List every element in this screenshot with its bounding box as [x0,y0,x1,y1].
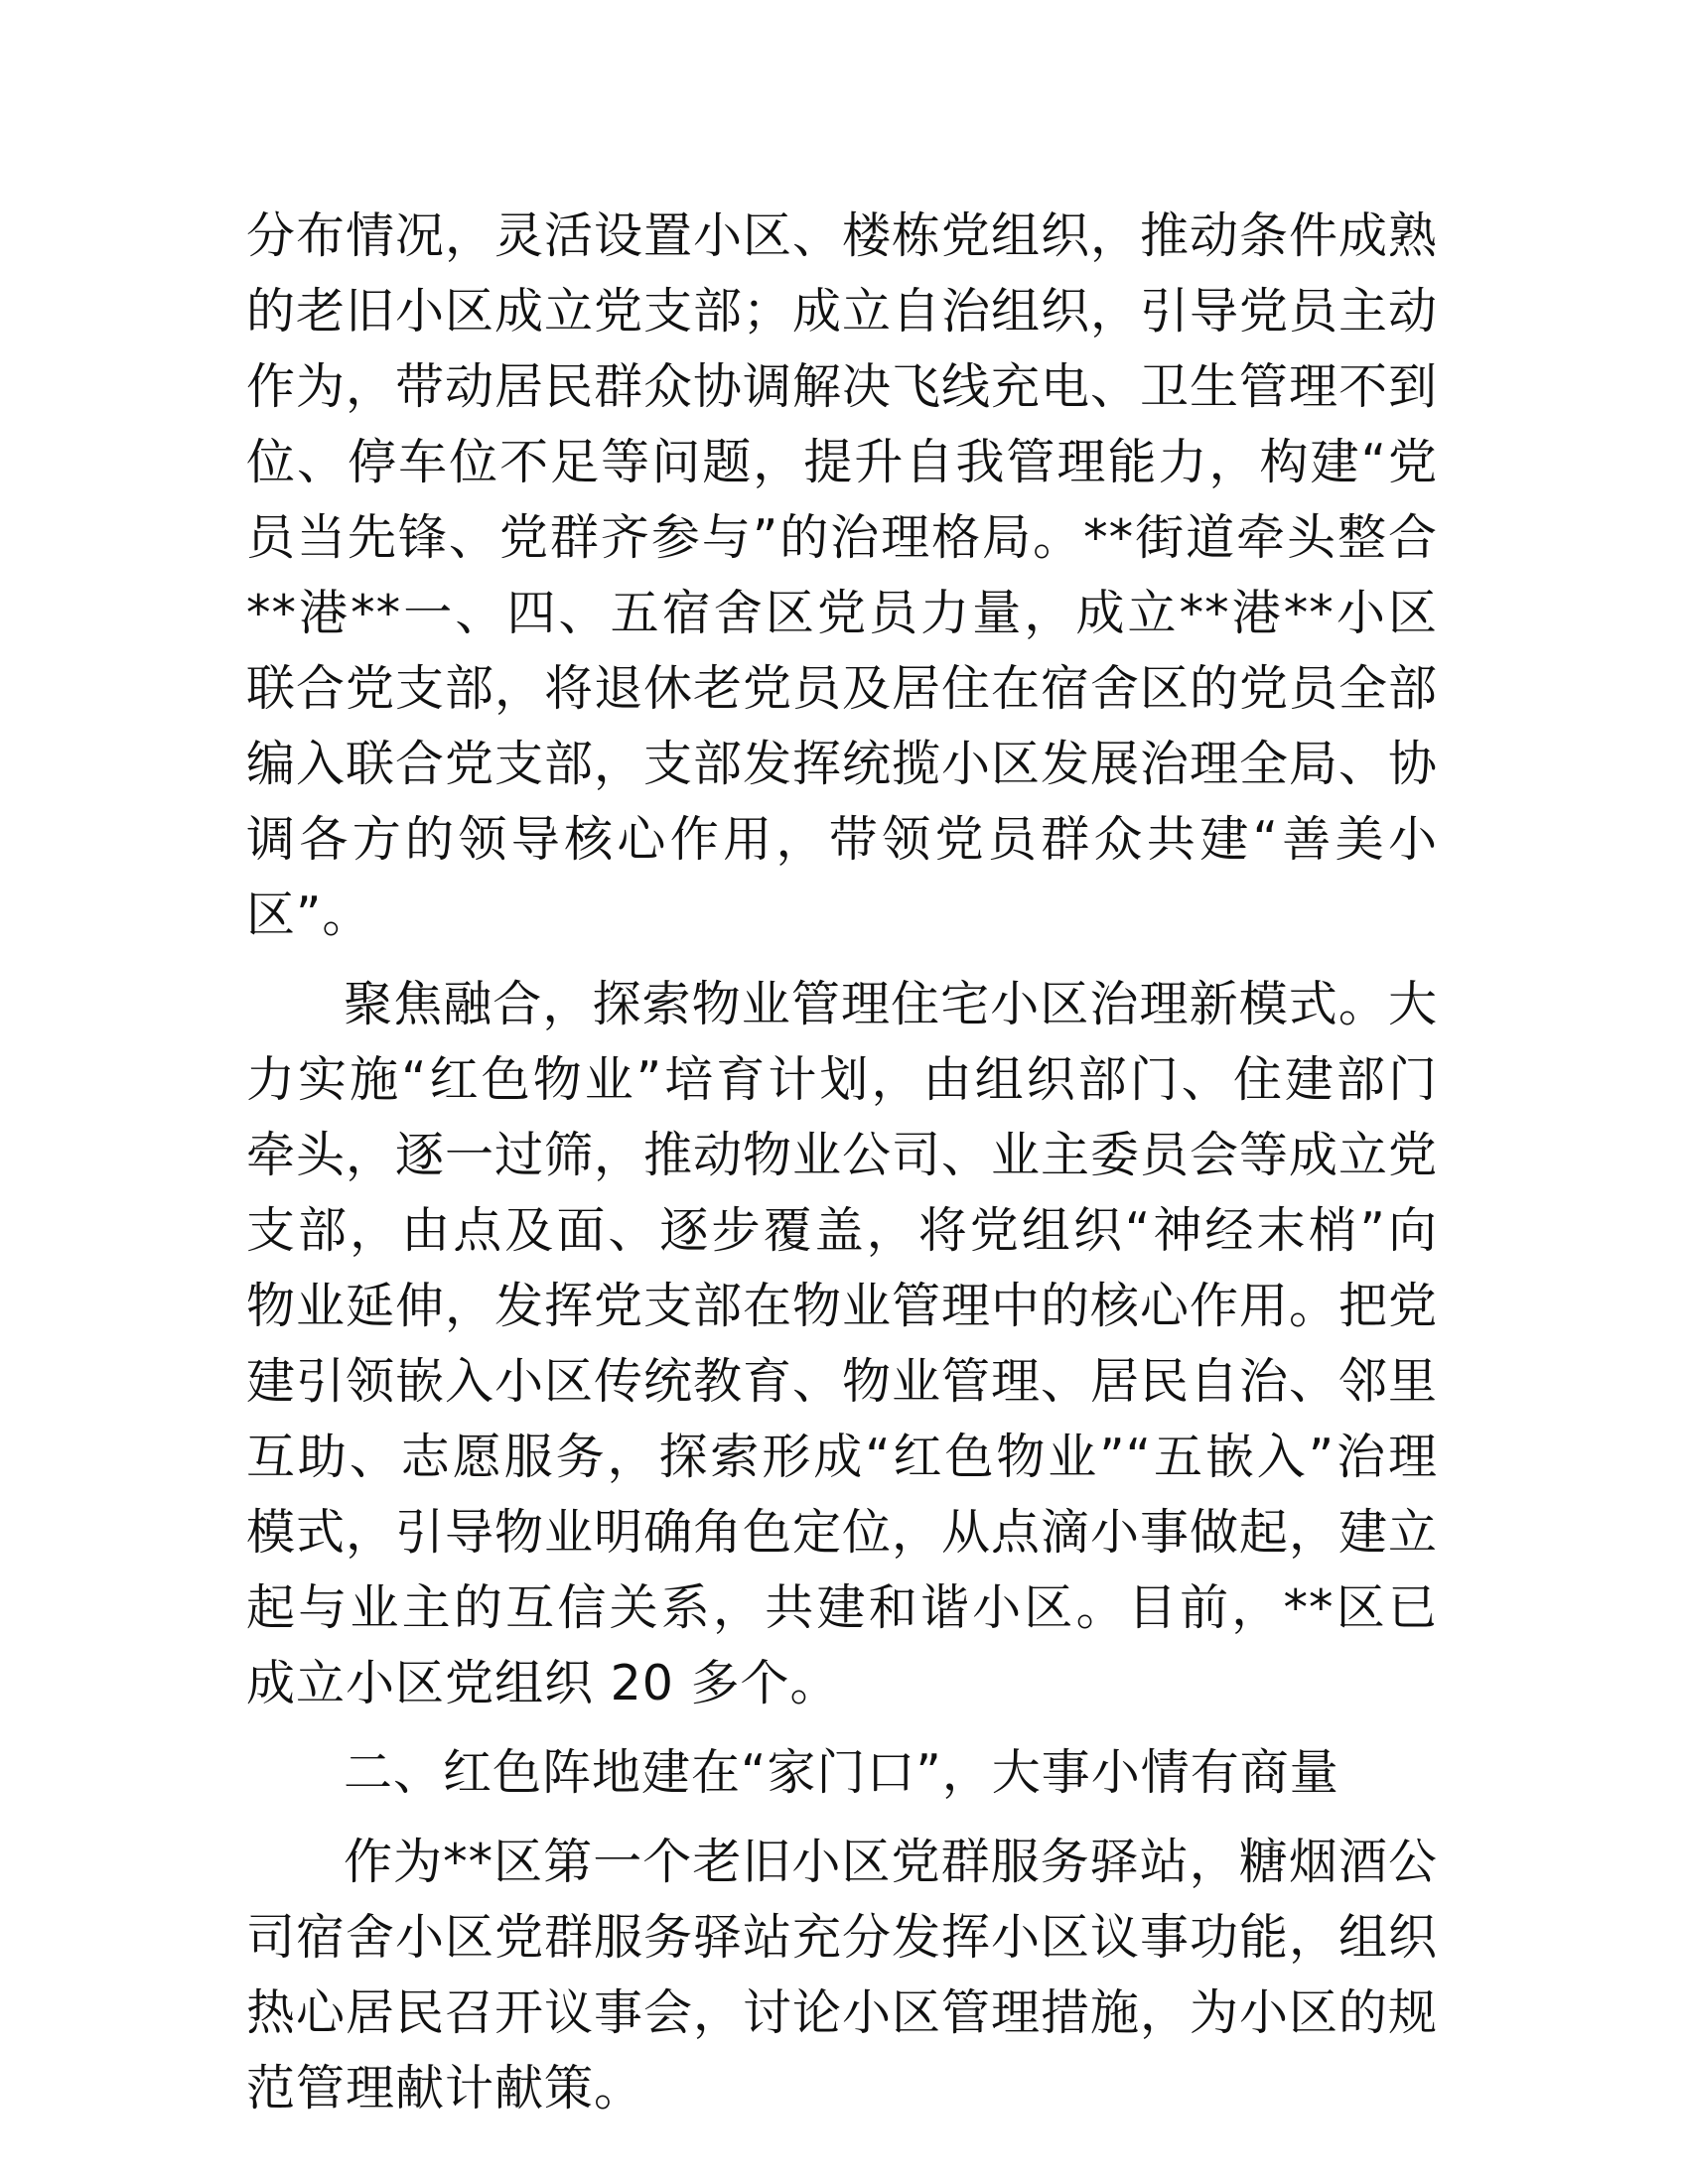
paragraph-2: 聚焦融合，探索物业管理住宅小区治理新模式。大力实施“红色物业”培育计划，由组织部门、住建部门牵头，逐一过筛，推动物业公司、业主委员会等成立党支部，由点及面、逐步覆盖，将党组织“神经末梢”向物业延伸，发挥党支部在物业管理中的核心作用。把党建引领嵌入小区传统教育、物业管理、居民自治、邻里互助、志愿服务，探索形成“红色物业”“五嵌入”治理模式，引导物业明确角色定位，从点滴小事做起，建立起与业主的互信关系，共建和谐小区。目前，**区已成立小区党组织 20 多个。 [246,976,1439,1711]
paragraph-1: 分布情况，灵活设置小区、楼栋党组织，推动条件成熟的老旧小区成立党支部；成立自治组织，引导党员主动作为，带动居民群众协调解决飞线充电、卫生管理不到位、停车位不足等问题，提升自我管理能力，构建“党员当先锋、党群齐参与”的治理格局。**街道牵头整合**港**一、四、五宿舍区党员力量，成立**港**小区联合党支部，将退休老党员及居住在宿舍区的党员全部编入联合党支部，支部发挥统揽小区发展治理全局、协调各方的领导核心作用，带领党员群众共建“善美小区”。 [246,207,1439,943]
paragraph-3: 作为**区第一个老旧小区党群服务驿站，糖烟酒公司宿舍小区党群服务驿站充分发挥小区议事功能，组织热心居民召开议事会，讨论小区管理措施，为小区的规范管理献计献策。 [246,1834,1439,2116]
document-page [246,199,1438,2140]
section-heading: 二、红色阵地建在“家门口”，大事小情有商量 [344,1744,1339,1801]
